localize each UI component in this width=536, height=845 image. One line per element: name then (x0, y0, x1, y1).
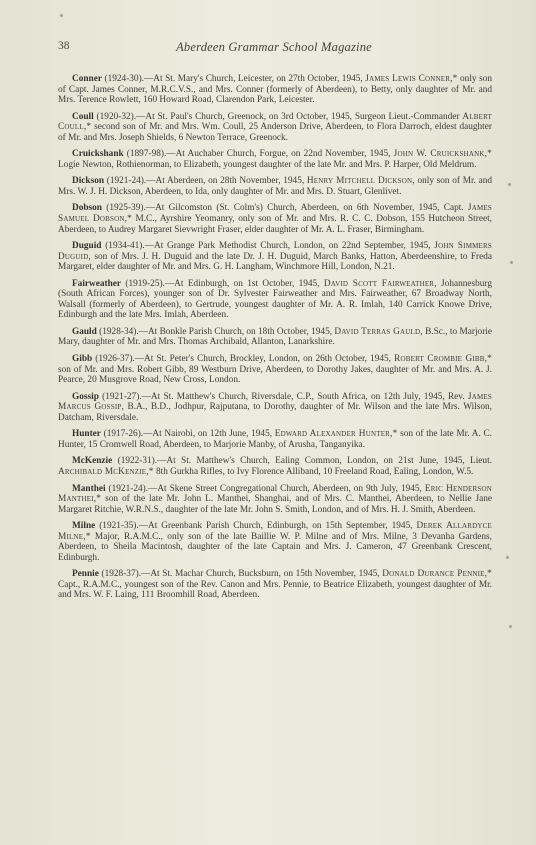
entry-person: James Marcus Gossip, (58, 391, 492, 413)
entry-hunter (58, 429, 492, 450)
entry-text: B.Sc., to Marjorie Mary, daughter of Mr. and Mrs. Thomas Archibald, Allanton, Lanarkshire. (58, 326, 492, 348)
entry-surname: Fairweather (72, 278, 122, 289)
entry-manthei (58, 484, 492, 516)
entry-surname: Dobson (72, 203, 102, 214)
marriage-entries (58, 74, 492, 607)
page-header (58, 40, 490, 56)
entry-text: Logie Newton, Rothienorman, to Elizabeth, youngest daughter of the late Mr. and Mrs. P. Harper, Old Meldrum. (58, 159, 477, 170)
entry-conner (58, 74, 492, 106)
entry-dickson (58, 176, 492, 197)
entry-intro: (1928-34).—At Bonkle Parish Church, on 18th October, 1945, (96, 326, 335, 337)
entry-person: John W. Cruickshank,* (393, 149, 493, 160)
entry-text: second son of Mr. and Mrs. Wm. Coull, 25 Anderson Drive, Aberdeen, to Flora Darroch, eldest daughter of Mr. and Mrs. Joseph Shields, 6 Newton Terrace, Greenock. (58, 122, 492, 143)
entry-surname: Cruickshank (72, 149, 124, 160)
entry-surname: Milne (72, 521, 96, 532)
entry-surname: Conner (72, 74, 102, 84)
entry-intro: (1919-25).—At Edinburgh, on 1st October, 1945, (121, 278, 324, 289)
entry-person: John Simmers Duguid, (58, 241, 492, 262)
entry-surname: Gauld (72, 326, 97, 337)
entry-text: son of the late Mr. A. C. Hunter, 15 Cromwell Road, Aberdeen, to Marjorie Manby, of Arusha, Tanganyika. (58, 429, 492, 450)
entry-pennie (58, 569, 492, 601)
entry-text: Capt., R.A.M.C., youngest son of the Rev. Canon and Mrs. Pennie, to Beatrice Elizabeth, youngest daughter of Mr. and Mrs. W. F. Laing, 111 Broomhill Road, Aberdeen. (58, 579, 492, 601)
entry-text: M.C., Ayrshire Yeomanry, only son of Mr. and Mrs. R. C. C. Dobson, 155 Hutcheon Street, Aberdeen, to Audrey Margaret Sievwright Fraser, elder daughter of Mr. A. L. Fraser, Birmingham. (58, 214, 492, 235)
entry-text: B.A., B.D., Jodhpur, Rajputana, to Dorothy, daughter of Mr. Wilson and the late Mrs. Wilson, Datcham, Riversdale. (58, 402, 492, 423)
entry-duguid (58, 241, 492, 273)
entry-intro: (1925-39).—At Gilcomston (St. Colm's) Church, Aberdeen, on 6th November, 1945, Capt. (101, 203, 468, 214)
entry-person: Henry Mitchell Dickson, (306, 176, 415, 187)
page-number: 38 (58, 40, 70, 52)
entry-gauld (58, 327, 492, 348)
entry-text: 8th Gurkha Rifles, to Ivy Florence Alliband, 10 Freeland Road, Ealing, London, W.5. (153, 466, 474, 477)
entry-surname: Gibb (72, 354, 93, 365)
entry-dobson (58, 203, 492, 235)
entry-surname: Gossip (72, 391, 99, 402)
paper-speck (506, 556, 509, 559)
entry-surname: McKenzie (72, 456, 113, 467)
entry-intro: (1922-31).—At St. Matthew's Church, Ealing Common, London, on 21st June, 1945, Lieut. (112, 456, 492, 467)
entry-person: Edward Alexander Hunter,* (274, 429, 398, 440)
entry-person: Archibald McKenzie,* (58, 466, 154, 477)
entry-person: Robert Crombie Gibb,* (394, 354, 492, 365)
entry-intro: (1928-37).—At St. Machar Church, Bucksburn, on 15th November, 1945, (98, 569, 383, 580)
entry-intro: (1934-41).—At Grange Park Methodist Church, London, on 22nd September, 1945, (101, 241, 435, 252)
entry-intro: (1921-24).—At Skene Street Congregational Church, Aberdeen, on 9th July, 1945, (105, 483, 425, 494)
entry-intro: (1921-27).—At St. Matthew's Church, Riversdale, C.P., South Africa, on 12th July, 1945, Rev. (98, 391, 468, 402)
entry-surname: Coull (72, 111, 94, 122)
entry-person: Eric Henderson Manthei,* (58, 483, 492, 505)
paper-speck (60, 14, 63, 17)
entry-person: Donald Durance Pennie,* (382, 569, 492, 580)
entry-intro: (1924-30).—At St. Mary's Church, Leicester, on 27th October, 1945, (101, 74, 366, 84)
entry-surname: Pennie (72, 569, 99, 580)
entry-text: son of Mrs. J. H. Duguid and the late Dr. J. H. Duguid, March Banks, Hatton, Aberdeenshire, to Freda Margaret, elder daughter of Mr. and Mrs. G. H. Langham, Winchmore Hill, London, N.21. (58, 251, 492, 273)
entry-person: Albert Coull,* (58, 111, 492, 133)
entry-intro: (1921-35).—At Greenbank Parish Church, Edinburgh, on 15th September, 1945, (95, 521, 417, 532)
entry-text: only son of Mr. and Mrs. W. J. H. Dickson, Aberdeen, to Ida, only daughter of Mr. and Mrs. D. Stuart, Glenlivet. (58, 176, 492, 197)
entry-text: only son of Capt. James Conner, M.R.C.V.S., and Mrs. Conner (formerly of Aberdeen), to Betty, only daughter of Mr. and Mrs. Terence Rowlett, 160 Howard Road, Clarendon Park, Leicester. (58, 74, 492, 106)
entry-milne (58, 521, 492, 563)
entry-surname: Dickson (72, 176, 105, 187)
entry-surname: Manthei (72, 483, 106, 494)
entry-surname: Duguid (72, 241, 102, 252)
entry-intro: (1917-26).—At Nairobi, on 12th June, 1945, (100, 429, 275, 440)
paper-speck (510, 261, 513, 264)
entry-text: Major, R.A.M.C., only son of the late Baillie W. P. Milne and of Mrs. Milne, 3 Devanha Gardens, Aberdeen, to Sheila Macintosh, daughter of the late Captain and Mrs. J. Cameron, 47 Greenbank Crescent, Edinburgh. (58, 531, 492, 563)
entry-text: son of the late Mr. John L. Manthei, Shanghai, and of Mrs. C. Manthei, Aberdeen, to Nellie Jane Margaret Ritchie, W.R.N.S., daughter of the late Mr. John S. Smith, London, and of Mrs. H. J. Smith, Aberdeen. (58, 494, 492, 515)
entry-intro: (1920-32).—At St. Paul's Church, Greenock, on 3rd October, 1945, Surgeon Lieut.-Commander (93, 111, 463, 122)
paper-speck (509, 625, 512, 628)
entry-person: James Samuel Dobson,* (58, 203, 492, 225)
paper-speck (508, 183, 511, 186)
entry-cruickshank (58, 149, 492, 170)
entry-text: Johannesburg (South African Forces), younger son of Dr. Sylvester Fairweather and Mrs. Fairweather, 67 Broadway North, Walsall (formerly of Aberdeen), to Gertrude, youngest daughter of Mr. A. R. Imlah, 140 Carrick Knowe Drive, Edinburgh and the late Mrs. Imlah, Aberdeen. (58, 278, 493, 321)
entry-person: David Terras Gauld, (334, 326, 423, 337)
entry-fairweather (58, 279, 492, 321)
entry-person: James Lewis Conner,* (365, 74, 458, 84)
entry-person: David Scott Fairweather, (323, 278, 437, 289)
entry-intro: (1926-37).—At St. Peter's Church, Brockley, London, on 26th October, 1945, (92, 354, 395, 365)
entry-mckenzie (58, 456, 492, 477)
entry-person: Derek Allardyce Milne,* (58, 521, 492, 542)
entry-text: son of Mr. and Mrs. Robert Gibb, 89 Westburn Drive, Aberdeen, to Dorothy Jakes, daughter of Mr. and Mrs. A. J. Pearce, 20 Musgrove Road, New Cross, London. (58, 364, 492, 386)
entry-intro: (1921-24).—At Aberdeen, on 28th November, 1945, (104, 176, 307, 187)
entry-coull (58, 112, 492, 144)
entry-gibb (58, 354, 492, 386)
entry-gossip (58, 392, 492, 424)
entry-surname: Hunter (72, 429, 101, 440)
running-title: Aberdeen Grammar School Magazine (176, 40, 372, 54)
entry-intro: (1897-98).—At Auchaber Church, Forgue, on 22nd November, 1945, (123, 149, 394, 160)
